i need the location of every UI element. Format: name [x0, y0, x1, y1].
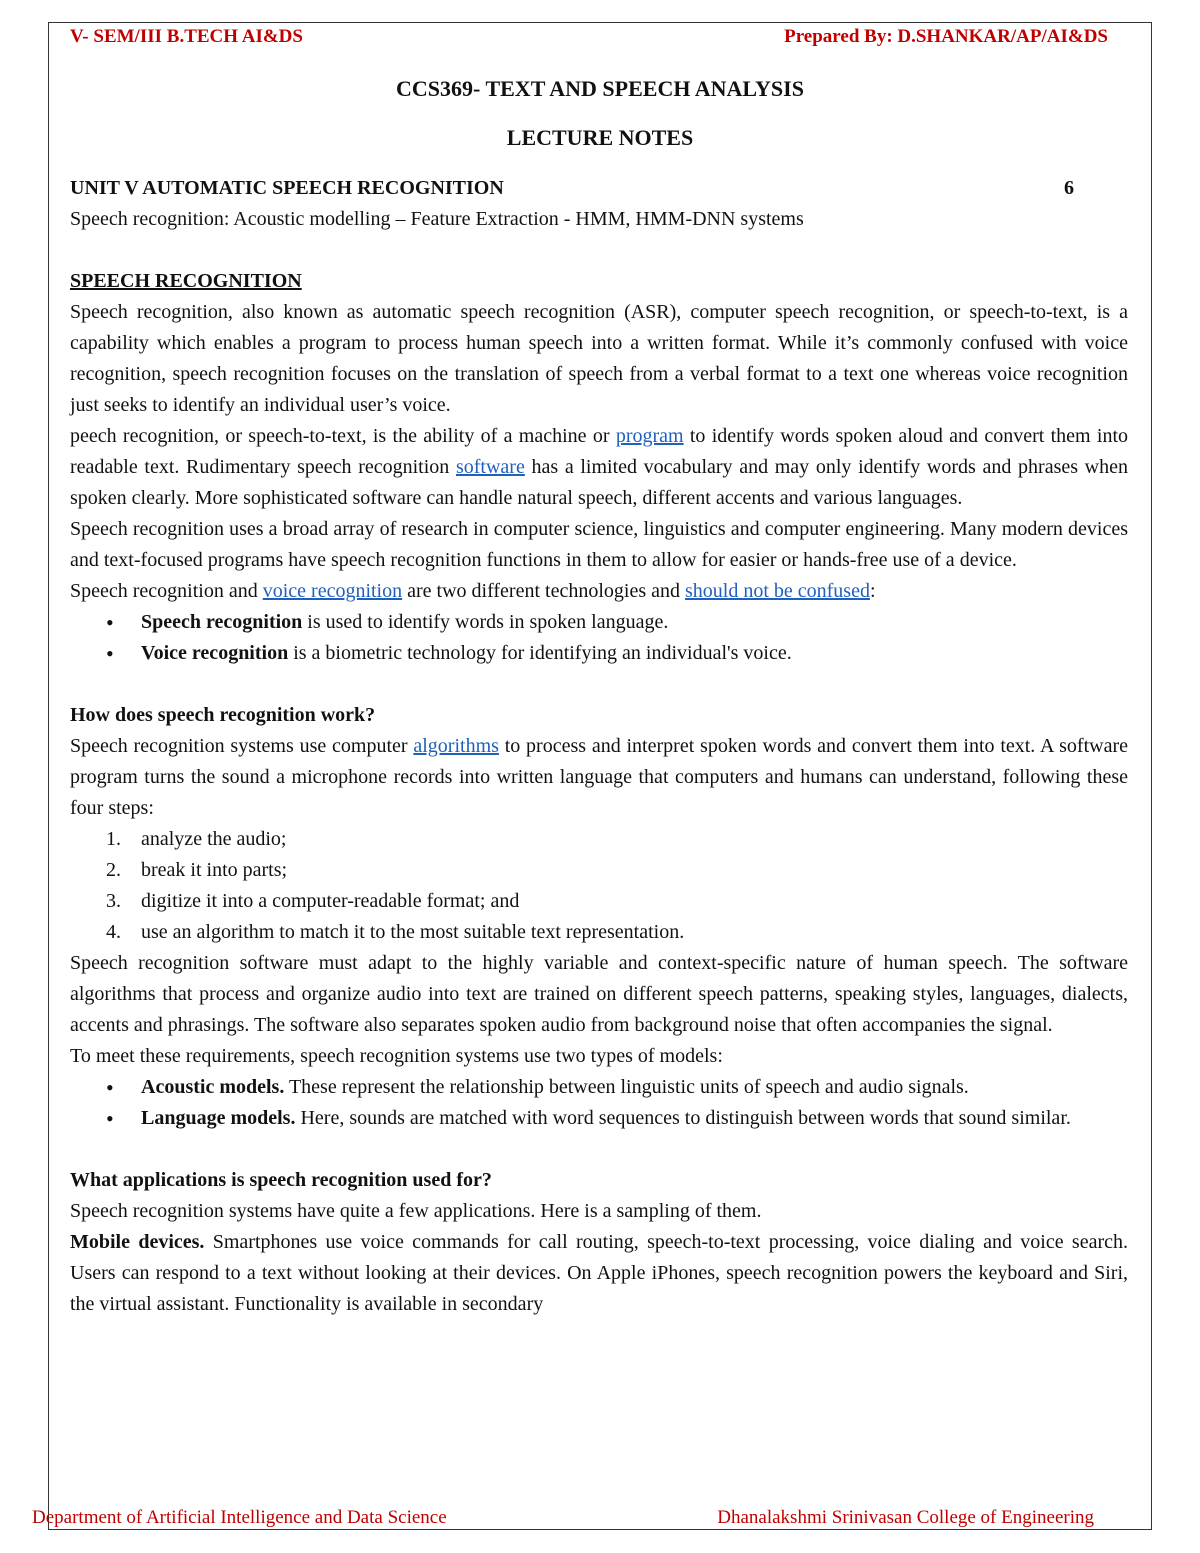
section-heading-applications: What applications is speech recognition used for?	[70, 1169, 492, 1191]
bullet-list	[70, 607, 1128, 669]
document-title: CCS369- TEXT AND SPEECH ANALYSIS	[396, 76, 804, 101]
link-software[interactable]: software	[455, 456, 525, 478]
section-heading-how-it-works: How does speech recognition work?	[70, 704, 376, 726]
list-item: 4. use an algorithm to match it to the most suitable text representation.	[106, 921, 685, 943]
link-algorithms[interactable]: algorithms	[413, 735, 499, 757]
bullet-list	[70, 1072, 1128, 1134]
unit-hours: 6	[1064, 177, 1074, 199]
paragraph: Speech recognition and voice recognition are two different technologies and should not be confused:	[70, 580, 876, 602]
unit-syllabus: Speech recognition: Acoustic modelling – Feature Extraction - HMM, HMM-DNN systems	[70, 208, 804, 230]
section-heading-speech-recognition: SPEECH RECOGNITION	[70, 270, 302, 292]
list-item: • Language models. Here, sounds are matched with word sequences to distinguish between words that sound similar.	[70, 1103, 1128, 1134]
paragraph: Speech recognition systems use computer algorithms to process and interpret spoken words and convert them into text. A software program turns the sound a microphone records into written language that computers and humans can understand, following these four steps:	[70, 735, 1128, 819]
link-voice-recognition[interactable]: voice recognition	[262, 580, 403, 602]
list-item: 3. digitize it into a computer-readable format; and	[106, 890, 520, 912]
paragraph: Speech recognition uses a broad array of research in computer science, linguistics and computer engineering. Many modern devices and text-focused programs have speech recognition functions in them to allow for easier or hands-free use of a device.	[70, 518, 1128, 571]
header-author: Prepared By: D.SHANKAR/AP/AI&DS	[784, 26, 1108, 47]
unit-title: UNIT V AUTOMATIC SPEECH RECOGNITION	[70, 177, 504, 199]
footer-department: Department of Artificial Intelligence and Data Science	[32, 1507, 447, 1528]
document-subtitle: LECTURE NOTES	[506, 125, 694, 150]
list-item: • Speech recognition is used to identify words in spoken language.	[70, 607, 1128, 638]
list-item: 1. analyze the audio;	[106, 828, 287, 850]
numbered-list	[70, 824, 1128, 948]
link-should-not-be-confused[interactable]: should not be confused	[685, 580, 870, 602]
main-content	[70, 173, 1128, 1320]
paragraph: To meet these requirements, speech recognition systems use two types of models:	[70, 1045, 723, 1067]
paragraph: Speech recognition software must adapt to the highly variable and context-specific nature of human speech. The software algorithms that process and organize audio into text are trained on different speech patterns, speaking styles, languages, dialects, accents and phrasings. The software also separates spoken audio from background noise that often accompanies the signal.	[70, 952, 1128, 1036]
list-item: • Acoustic models. These represent the relationship between linguistic units of speech and audio signals.	[70, 1072, 1128, 1103]
list-item: 2. break it into parts;	[106, 859, 288, 881]
paragraph: Mobile devices. Smartphones use voice commands for call routing, speech-to-text processing, voice dialing and voice search. Users can respond to a text without looking at their devices. On Apple iPhones, speech recognition powers the keyboard and Siri, the virtual assistant. Functionality is available in secondary	[70, 1231, 1128, 1315]
unit-heading	[70, 173, 1128, 204]
paragraph: Speech recognition, also known as automatic speech recognition (ASR), computer speech recognition, or speech-to-text, is a capability which enables a program to process human speech into a written format. While it’s commonly confused with voice recognition, speech recognition focuses on the translation of speech from a verbal format to a text one whereas voice recognition just seeks to identify an individual user’s voice.	[70, 301, 1128, 416]
link-program[interactable]: program	[615, 425, 684, 447]
list-item: • Voice recognition is a biometric technology for identifying an individual's voice.	[70, 638, 1128, 669]
footer-college: Dhanalakshmi Srinivasan College of Engineering	[717, 1507, 1094, 1528]
paragraph: peech recognition, or speech-to-text, is the ability of a machine or program to identify words spoken aloud and convert them into readable text. Rudimentary speech recognition software has a limited vocabulary and may only identify words and phrases when spoken clearly. More sophisticated software can handle natural speech, different accents and various languages.	[70, 425, 1128, 509]
paragraph: Speech recognition systems have quite a few applications. Here is a sampling of them.	[70, 1200, 762, 1222]
header-course: V- SEM/III B.TECH AI&DS	[70, 26, 303, 47]
